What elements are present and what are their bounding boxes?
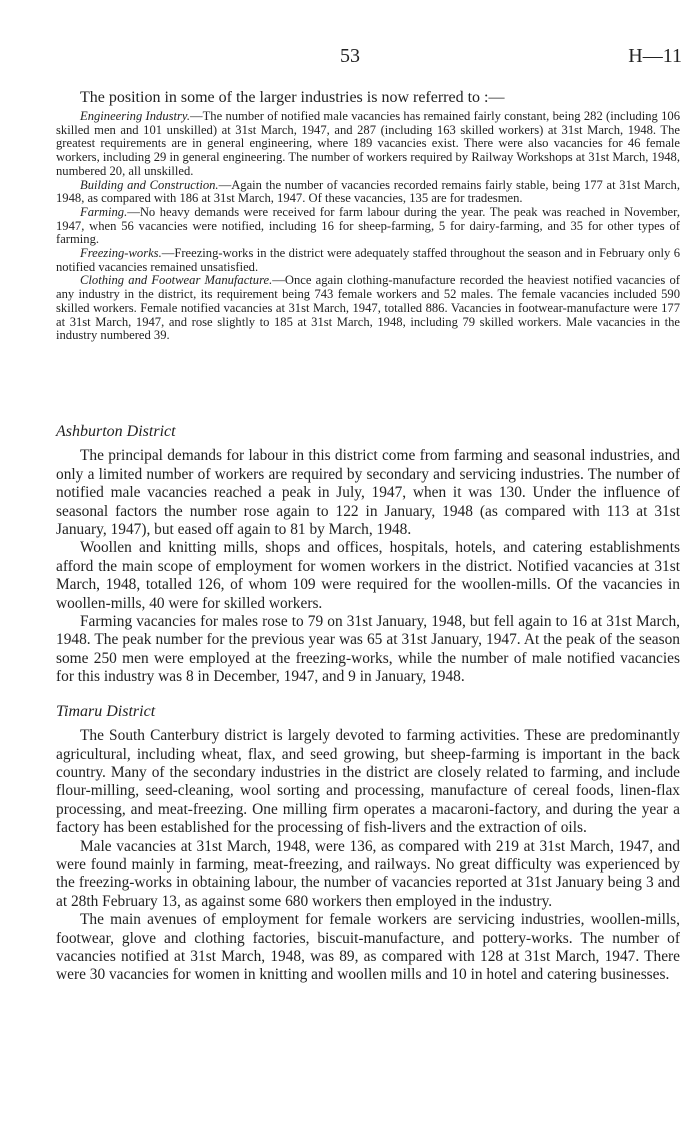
districts-section: [56, 423, 680, 985]
ashburton-heading: Ashburton District: [56, 423, 176, 440]
ashburton-paragraph: Farming vacancies for males rose to 79 on 31st January, 1948, but fell again to 16 at 31st March, 1948. The peak number for the previous year was 65 at 31st January, 1947. At the peak of the season some 250 men were employed at the freezing-works, while the number of male notified vacancies for this industry was 8 in December, 1947, and 9 in January, 1948.: [56, 613, 680, 686]
industry-text: —Freezing-works in the district were adequately staffed throughout the season and in February only 6 notified vacancies remained unsatisfied.: [56, 246, 680, 274]
industry-paragraph: [56, 274, 680, 343]
industry-paragraph: [56, 247, 680, 274]
intro-paragraph: The position in some of the larger industries is now referred to :—: [80, 89, 505, 106]
section-code: H—11: [628, 45, 682, 67]
industry-paragraph: [56, 110, 680, 179]
industry-text: —No heavy demands were received for farm labour during the year. The peak was reached in November, 1947, when 56 vacancies were notified, including 16 for sheep-farming, 5 for dairy-farming, and 35 for other types of farming.: [56, 204, 680, 247]
page-number: 53: [340, 45, 360, 67]
industries-section: [56, 88, 680, 343]
timaru-heading: Timaru District: [56, 702, 156, 720]
industry-text: —Again the number of vacancies recorded remains fairly stable, being 177 at 31st March, 1948, as compared with 186 at 31st March, 1947. Of these vacancies, 135 are for tradesmen.: [56, 177, 680, 206]
industry-heading: Engineering Industry.: [80, 109, 190, 123]
industry-heading: Freezing-works.: [80, 246, 162, 261]
ashburton-paragraph: The principal demands for labour in this district come from farming and seasonal industries, and only a limited number of workers are required by secondary and servicing industries. The number of notified male vacancies reached a peak in July, 1947, when it was 130. Under the influence of seasonal factors the number rose again to 122 in January, 1948 (as compared with 113 at 31st January, 1947), but eased off again to 81 by March, 1948.: [56, 447, 680, 539]
industry-heading: Building and Construction.: [80, 177, 219, 192]
industry-paragraph: [56, 206, 680, 247]
industry-heading: Farming.: [80, 204, 128, 219]
industry-text: —The number of notified male vacancies has remained fairly constant, being 282 (including 106 skilled men and 101 unskilled) at 31st March, 1947, and 287 (including 163 skilled workers) at 31st March, 1948. The greatest requirements are in general engineering, where 189 vacancies exist. There were also vacancies for 46 female workers, including 29 in general engineering. The number of workers required by Railway Workshops at 31st March, 1948, numbered 20, all unskilled.: [56, 109, 680, 178]
industry-heading: Clothing and Footwear Manufacture.: [80, 273, 273, 288]
timaru-paragraph: The South Canterbury district is largely devoted to farming activities. These are predominantly agricultural, including wheat, flax, and seed growing, but sheep-farming is important in the back country. Many of the secondary industries in the district are closely related to farming, and include flour-milling, seed-cleaning, wool sorting and processing, manufacture of cereal foods, linen-flax processing, and meat-freezing. One milling firm operates a macaroni-factory, and during the year a factory has been established for the processing of fish-livers and the extraction of oils.: [56, 727, 680, 837]
timaru-paragraph: Male vacancies at 31st March, 1948, were 136, as compared with 219 at 31st March, 1947, and were found mainly in farming, meat-freezing, and railways. No great difficulty was experienced by the freezing-works in obtaining labour, the number of vacancies reported at 31st January being 3 and at 28th February 13, as against some 680 workers then employed in the industry.: [56, 837, 680, 910]
industry-paragraph: [56, 179, 680, 206]
timaru-paragraph: The main avenues of employment for female workers are servicing industries, woollen-mills, footwear, glove and clothing factories, biscuit-manufacture, and pottery-works. The number of vacancies notified at 31st March, 1948, was 89, as compared with 128 at 31st March, 1947. There were 30 vacancies for women in knitting and woollen mills and 10 in hotel and catering businesses.: [56, 911, 680, 984]
ashburton-paragraph: Woollen and knitting mills, shops and offices, hospitals, hotels, and catering establishments afford the main scope of employment for women workers in the district. Notified vacancies at 31st March, 1948, totalled 126, of whom 109 were required for the woollen-mills. Of the vacancies in woollen-mills, 40 were for skilled workers.: [56, 539, 680, 612]
industry-text: —Once again clothing-manufacture recorded the heaviest notified vacancies of any industry in the district, its requirement being 743 female workers and 52 males. The female vacancies included 590 skilled workers. Female notified vacancies at 31st March, 1947, totalled 886. Vacancies in footwear-manufacture were 177 at 31st March, 1947, and rose slightly to 185 at 31st March, 1948, including 79 skilled workers. Male vacancies in the industry numbered 39.: [56, 273, 680, 343]
